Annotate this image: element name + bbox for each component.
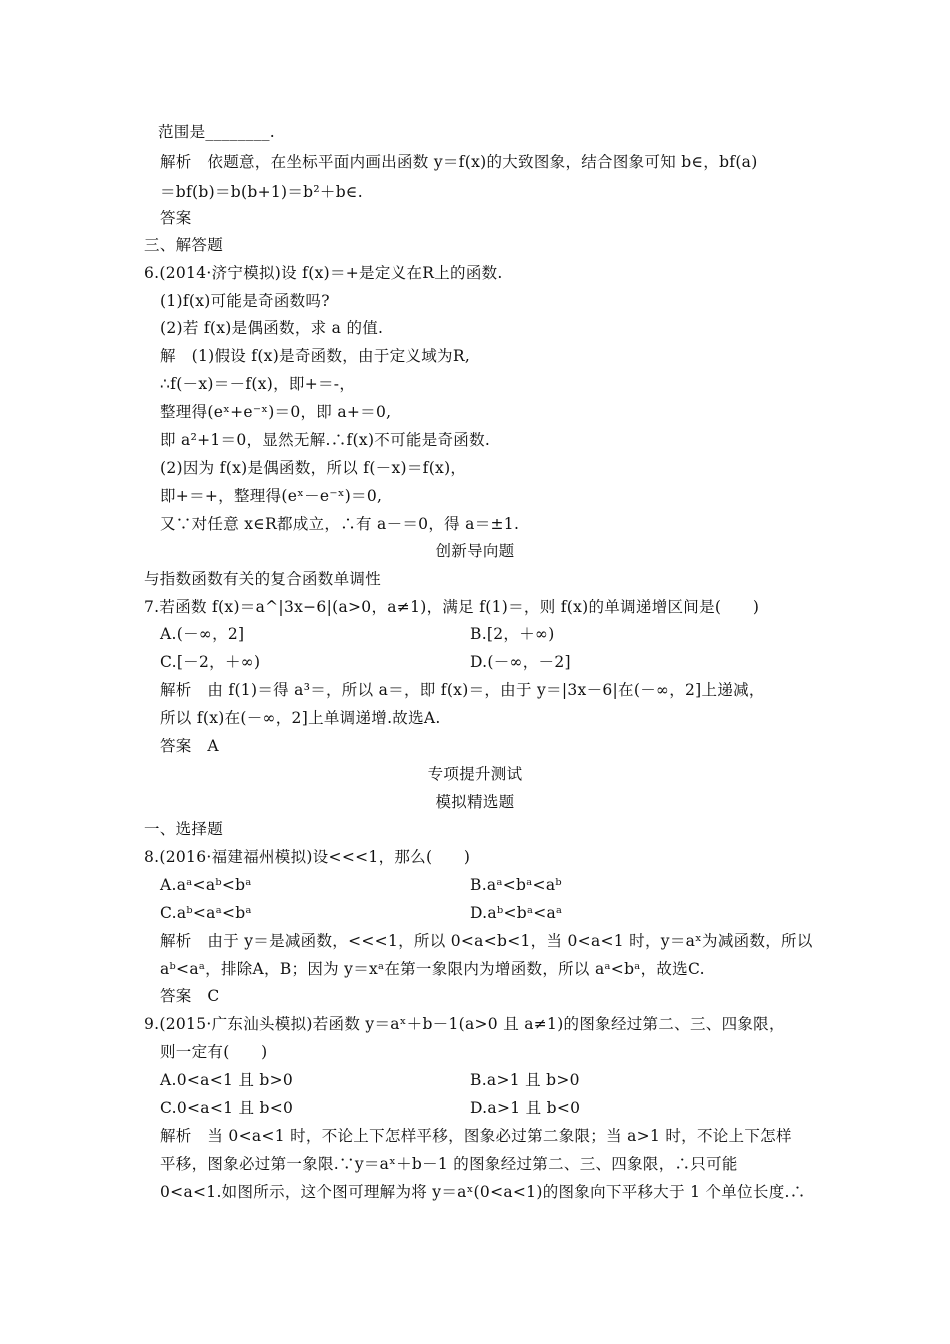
- text-line: (1)f(x)可能是奇函数吗?: [160, 292, 330, 310]
- text-line: 答案 A: [160, 737, 219, 755]
- text-line: 0<a<1.如图所示，这个图可理解为将 y＝aˣ(0<a<1)的图象向下平移大于 1 个单位长度.∴: [160, 1183, 806, 1201]
- text-line: ∴f(－x)＝－f(x)，即+＝-，: [160, 375, 356, 393]
- option-a: A.0<a<1 且 b>0: [160, 1071, 294, 1089]
- text-line: 所以 f(x)在(－∞，2]上单调递增.故选A.: [160, 709, 441, 727]
- text-line: 答案: [160, 209, 192, 227]
- text-line: 整理得(eˣ+e⁻ˣ)＝0，即 a+＝0,: [160, 403, 392, 421]
- option-c: C.0<a<1 且 b<0: [160, 1099, 294, 1117]
- option-d: D.a>1 且 b<0: [470, 1099, 581, 1117]
- option-d: D.(－∞，－2]: [470, 653, 571, 671]
- text-line: 又∵对任意 x∈R都成立，∴有 a－＝0，得 a＝±1.: [160, 515, 520, 533]
- option-b: B.aᵃ<bᵃ<aᵇ: [470, 876, 562, 894]
- text-line: 即 a²+1＝0，显然无解.∴f(x)不可能是奇函数.: [160, 431, 491, 449]
- text-line: 解析 当 0<a<1 时，不论上下怎样平移，图象必过第二象限；当 a>1 时，不论上下怎样: [160, 1127, 792, 1145]
- text-line: (2)若 f(x)是偶函数，求 a 的值.: [160, 319, 384, 337]
- section-heading: 三、解答题: [144, 236, 224, 254]
- option-d: D.aᵇ<bᵃ<aᵃ: [470, 904, 563, 922]
- text-line: 解析 由于 y＝是减函数，<<<1，所以 0<a<b<1，当 0<a<1 时，y＝aˣ为减函数，所以: [160, 932, 813, 950]
- question-9: 9.(2015·广东汕头模拟)若函数 y＝aˣ＋b－1(a>0 且 a≠1)的图象经过第二、三、四象限，: [144, 1015, 785, 1033]
- text-line: 答案 C: [160, 987, 220, 1005]
- topic-heading: 与指数函数有关的复合函数单调性: [144, 570, 382, 588]
- text-line: 解 (1)假设 f(x)是奇函数，由于定义域为R,: [160, 347, 471, 365]
- text-line: 范围是________.: [158, 123, 276, 141]
- text-line: 解析 由 f(1)＝得 a³＝，所以 a＝，即 f(x)＝，由于 y＝|3x－6|在(－∞，2]上递减，: [160, 681, 765, 699]
- centered-heading: 模拟精选题: [435, 793, 515, 811]
- text-line: 则一定有( ): [160, 1043, 268, 1061]
- option-a: A.aᵃ<aᵇ<bᵃ: [160, 876, 252, 894]
- centered-heading: 专项提升测试: [427, 765, 523, 783]
- option-b: B.[2，＋∞): [470, 625, 555, 643]
- option-c: C.[－2，＋∞): [160, 653, 261, 671]
- question-8: 8.(2016·福建福州模拟)设<<<1，那么( ): [144, 848, 471, 866]
- text-line: 解析 依题意，在坐标平面内画出函数 y＝f(x)的大致图象，结合图象可知 b∈，bf(a): [160, 153, 758, 171]
- centered-heading: 创新导向题: [435, 542, 515, 560]
- option-b: B.a>1 且 b>0: [470, 1071, 580, 1089]
- question-6: 6.(2014·济宁模拟)设 f(x)＝+是定义在R上的函数.: [144, 264, 503, 282]
- option-c: C.aᵇ<aᵃ<bᵃ: [160, 904, 252, 922]
- section-heading: 一、选择题: [144, 820, 224, 838]
- option-a: A.(－∞，2]: [160, 625, 245, 643]
- text-line: 平移，图象必过第一象限.∵y＝aˣ＋b－1 的图象经过第二、三、四象限，∴只可能: [160, 1155, 738, 1173]
- text-line: 即+＝+，整理得(eˣ－e⁻ˣ)＝0,: [160, 487, 383, 505]
- text-line: ＝bf(b)＝b(b+1)＝b²＋b∈.: [160, 183, 363, 201]
- text-line: aᵇ<aᵃ，排除A，B；因为 y＝xᵃ在第一象限内为增函数，所以 aᵃ<bᵃ，故选C.: [160, 960, 705, 978]
- text-line: (2)因为 f(x)是偶函数，所以 f(－x)＝f(x)，: [160, 459, 467, 477]
- question-7: 7.若函数 f(x)＝a^|3x−6|(a>0，a≠1)，满足 f(1)＝，则 f(x)的单调递增区间是( ): [144, 598, 760, 616]
